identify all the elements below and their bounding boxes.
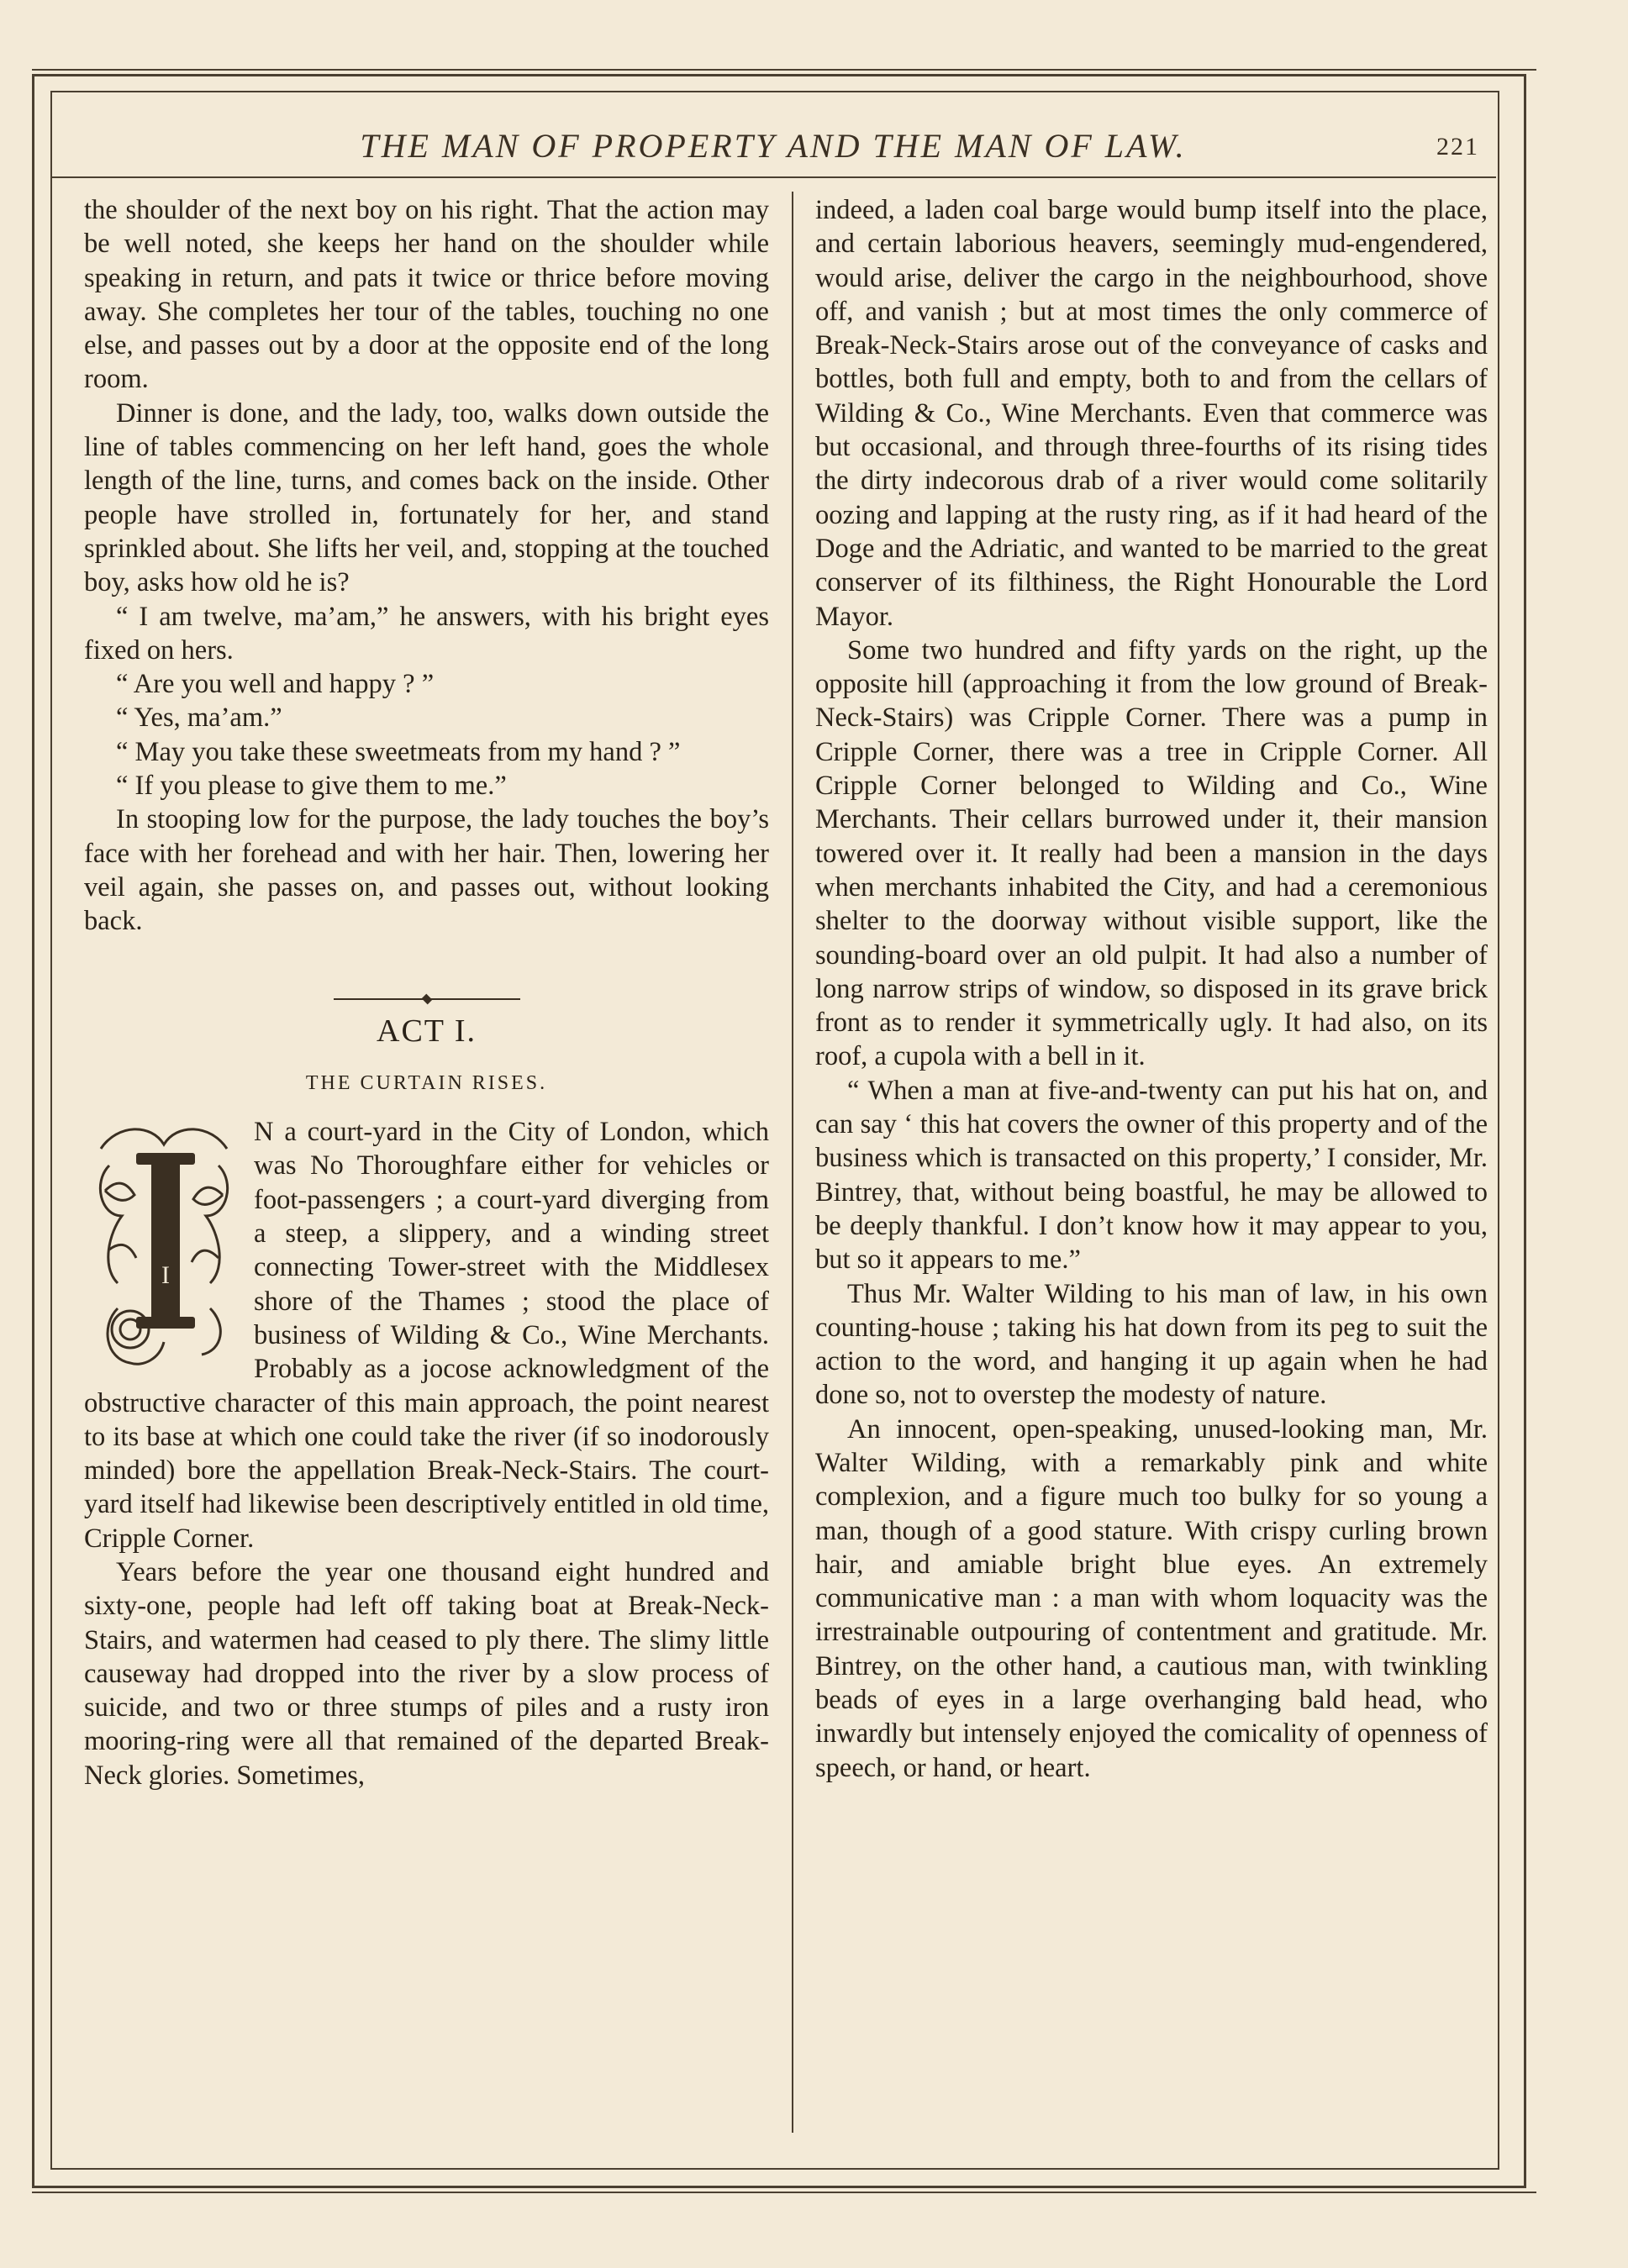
top-rule bbox=[32, 69, 1536, 71]
paragraph: Thus Mr. Walter Wilding to his man of law, in his own counting-house ; taking his hat down from its peg to suit the action to the word, and hanging it up again when he had done so, not to overstep the modesty of nature. bbox=[815, 1278, 1488, 1411]
paragraph: Years before the year one thousand eight hundred and sixty-one, people had left off taking boat at Break-Neck-Stairs, and watermen had ceased to ply there. The slimy little causeway had dropped into the river by a slow process of suicide, and two or three stumps of piles and a rusty iron mooring-ring were all that remained of the departed Break-Neck glories. Sometimes, bbox=[84, 1556, 769, 1791]
section-ornament bbox=[84, 981, 769, 989]
svg-text:I: I bbox=[161, 1261, 170, 1290]
paragraph: “ I am twelve, ma’am,” he answers, with his bright eyes fixed on hers. bbox=[84, 601, 769, 666]
paragraph: An innocent, open-speaking, unused-looking man, Mr. Walter Wilding, with a remarkably pink and white complexion, and a figure much too bulky for so young a man, though of a good stature. With crispy curling brown hair, and amiable bright blue eyes. An extremely communicative man : a man with whom loquacity was the irrestrainable outpouring of contentment and gratitude. Mr. Bintrey, on the other hand, a cautious man, with twinkling beads of eyes in a large overhanging bald head, who inwardly but intensely enjoyed the comicality of openness of speech, or hand, or heart. bbox=[815, 1413, 1488, 1783]
bottom-rule bbox=[32, 2192, 1536, 2193]
paragraph: Dinner is done, and the lady, too, walks down outside the line of tables commencing on her left hand, goes the whole length of the line, turns, and comes back on the inside. Other people have strolled in, fortunately for her, and stand sprinkled about. She lifts her veil, and, stopping at the touched boy, asks how old he is? bbox=[84, 397, 769, 598]
drop-cap-paragraph bbox=[84, 1115, 769, 1555]
right-column bbox=[815, 193, 1488, 1785]
column-divider bbox=[792, 192, 793, 2133]
paragraph: Some two hundred and fifty yards on the right, up the opposite hill (approaching it from the low ground of Break-Neck-Stairs) was Cripple Corner. There was a pump in Cripple Corner, there was a tree in Cripple Corner. All Cripple Corner belonged to Wilding and Co., Wine Merchants. Their cellars burrowed under it, their mansion towered over it. It really had been a mansion in the days when merchants inhabited the City, and had a ceremonious shelter to the doorway without visible support, like the sounding-board over an old pulpit. It had also a number of long narrow strips of window, so disposed in its grave brick front as to render it symmetrically ugly. It had also, on its roof, a cupola with a bell in it. bbox=[815, 634, 1488, 1072]
paragraph: the shoulder of the next boy on his right. That the action may be well noted, she keeps her hand on the shoulder while speaking in return, and pats it twice or thrice before moving away. She completes her tour of the tables, touching no one else, and passes out by a door at the opposite end of the long room. bbox=[84, 195, 769, 395]
ornamental-initial-icon bbox=[84, 1115, 244, 1384]
act-heading: ACT I. bbox=[377, 1013, 477, 1049]
paragraph: “ Are you well and happy ? ” bbox=[116, 669, 435, 700]
left-column bbox=[84, 193, 769, 1792]
paragraph: “ If you please to give them to me.” bbox=[116, 771, 507, 802]
paragraph-with-drop-cap: N a court-yard in the City of London, which was No Thoroughfare either for vehicles or foot-passengers ; a court-yard diverging from a steep, a slippery, and a winding street connecting Tower-street with the Middlesex shore of the Thames ; stood the place of business of Wilding & Co., Wine Merchants. Probably as a jocose acknowledgment of the obstructive character of this main approach, the point nearest to its base at which one could take the river (if so inodorously minded) bore the appellation Break-Neck-Stairs. The court-yard itself had likewise been descriptively entitled in old time, Cripple Corner. bbox=[84, 1117, 769, 1554]
paragraph: In stooping low for the purpose, the lady touches the boy’s face with her forehead and with her hair. Then, lowering her veil again, she passes on, and passes out, without looking back. bbox=[84, 804, 769, 937]
paragraph: “ Yes, ma’am.” bbox=[116, 703, 282, 734]
paragraph: “ May you take these sweetmeats from my hand ? ” bbox=[116, 736, 681, 767]
drop-cap-ornament bbox=[84, 1115, 244, 1384]
paragraph: “ When a man at five-and-twenty can put his hat on, and can say ‘ this hat covers the owner of this property and of the business which is transacted on this property,’ I consider, Mr. Bintrey, that, without being boastful, he may be allowed to be deeply thankful. I don’t know how it may appear to you, but so it appears to me.” bbox=[815, 1075, 1488, 1276]
act-subheading: THE CURTAIN RISES. bbox=[305, 1071, 548, 1094]
page-header bbox=[50, 118, 1496, 178]
running-title: THE MAN OF PROPERTY AND THE MAN OF LAW. bbox=[360, 127, 1187, 165]
page-number: 221 bbox=[1436, 133, 1479, 160]
paragraph: indeed, a laden coal barge would bump itself into the place, and certain laborious heavers, seemingly mud-engendered, would arise, deliver the cargo in the neighbourhood, shove off, and vanish ; but at most times the only commerce of Break-Neck-Stairs arose out of the conveyance of casks and bottles, both full and empty, both to and from the cellars of Wilding & Co., Wine Merchants. Even that commerce was but occasional, and through three-fourths of its rising tides the dirty indecorous drab of a river would come solitarily oozing and lapping at the rusty ring, as if it had heard of the Doge and the Adriatic, and wanted to be married to the great conserver of its filthiness, the Right Honourable the Lord Mayor. bbox=[815, 195, 1488, 632]
